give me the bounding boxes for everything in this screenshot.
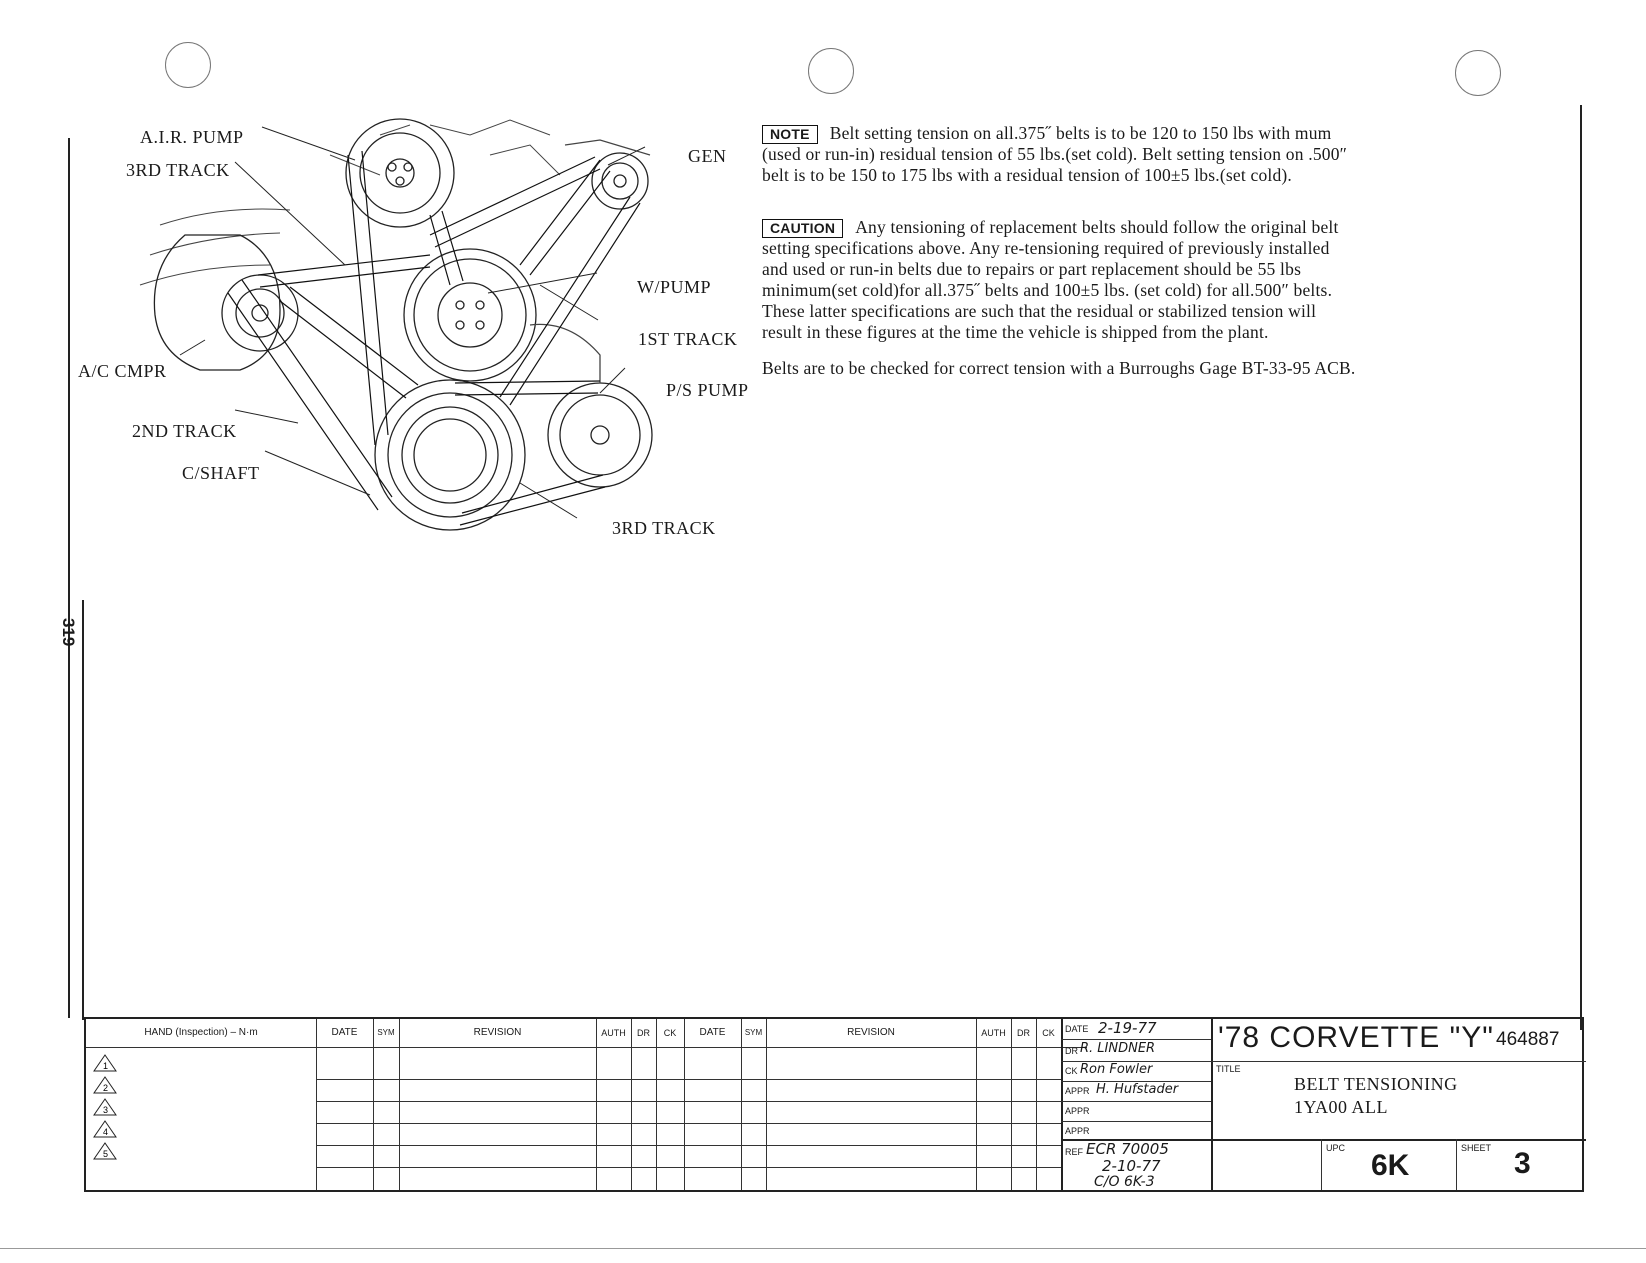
model-name: '78 CORVETTE "Y" — [1218, 1021, 1494, 1054]
col-dr-2: DR — [1017, 1028, 1030, 1038]
gage-note: Belts are to be checked for correct tension with a Burroughs Gage BT-33-95 ACB. — [762, 358, 1356, 378]
caution-line6: result in these figures at the time the vehicle is shipped from the plant. — [762, 322, 1269, 342]
note-block — [762, 123, 1572, 186]
col-auth-1: AUTH — [601, 1028, 626, 1038]
bottom-edge-line — [0, 1248, 1646, 1249]
upc-value: 6K — [1371, 1149, 1410, 1182]
ref-label: REF — [1065, 1147, 1083, 1157]
crankshaft-pulley-mid — [388, 393, 512, 517]
crankshaft-pulley-ring — [402, 407, 498, 503]
ck-value: Ron Fowler — [1080, 1062, 1153, 1077]
svg-text:4: 4 — [103, 1127, 109, 1137]
col-date-1: DATE — [331, 1027, 358, 1038]
belt-air-pump-to-crank — [348, 151, 388, 445]
sheet-label: SHEET — [1461, 1143, 1492, 1153]
dr-label: DR — [1065, 1046, 1078, 1056]
caution-line1: Any tensioning of replacement belts should follow the original belt — [855, 217, 1339, 237]
note-line2: (used or run-in) residual tension of 55 lbs.(set cold). Belt setting tension on .500″ — [762, 144, 1348, 164]
col-sym-2: SYM — [744, 1028, 763, 1037]
triangle-icon — [92, 1053, 118, 1073]
svg-text:5: 5 — [103, 1149, 109, 1159]
generator-pulley-outer — [592, 153, 648, 209]
generator-pulley-inner — [602, 163, 638, 199]
col-ck-2: CK — [1042, 1028, 1055, 1038]
triangle-icon — [92, 1097, 118, 1117]
frame-left-inner-border — [82, 600, 84, 1020]
appr-value: H. Hufstader — [1096, 1082, 1179, 1097]
title-line2: 1YA00 ALL — [1294, 1097, 1388, 1117]
rev-symbol-list — [92, 1053, 122, 1161]
leader-third-track-bottom — [520, 483, 577, 518]
label-third-track-top: 3RD TRACK — [126, 160, 230, 180]
label-air-pump: A.I.R. PUMP — [140, 127, 244, 147]
note-line1: Belt setting tension on all.375˝ belts is to be 120 to 150 lbs with mum — [829, 123, 1332, 143]
frame-left-border — [68, 138, 70, 1018]
generator-pulley-nut — [614, 175, 626, 187]
appr3-label: APPR — [1065, 1126, 1090, 1136]
col-auth-2: AUTH — [981, 1028, 1006, 1038]
appr-label: APPR — [1065, 1086, 1090, 1096]
appr2-label: APPR — [1065, 1106, 1090, 1116]
ps-pump-pulley-hub — [591, 426, 609, 444]
triangle-icon — [92, 1119, 118, 1139]
sheet-value: 3 — [1514, 1147, 1531, 1180]
leader-third-track-top — [235, 162, 345, 265]
leader-ps-pump — [600, 368, 625, 393]
title-label: TITLE — [1216, 1064, 1241, 1074]
hand-header: HAND (Inspection) – N·m — [144, 1027, 258, 1038]
label-third-track-bottom: 3RD TRACK — [612, 518, 716, 538]
label-w-pump: W/PUMP — [637, 277, 712, 297]
ac-compressor-pulley-hub — [252, 305, 268, 321]
ref-line2: 2-10-77 — [1102, 1157, 1161, 1175]
part-number: 464887 — [1496, 1029, 1560, 1050]
dr-value: R. LINDNER — [1080, 1041, 1156, 1056]
title-line1: BELT TENSIONING — [1294, 1074, 1458, 1094]
caution-line2: setting specifications above. Any re-tensioning required of previously installed — [762, 238, 1330, 258]
label-second-track: 2ND TRACK — [132, 421, 237, 441]
ref-line1: ECR 70005 — [1086, 1140, 1169, 1158]
leader-second-track — [235, 410, 298, 423]
col-revision-1: REVISION — [473, 1027, 522, 1038]
label-ac-cmpr: A/C CMPR — [78, 361, 167, 381]
label-c-shaft: C/SHAFT — [182, 463, 260, 483]
triangle-icon — [92, 1141, 118, 1161]
caution-tag: CAUTION — [762, 219, 843, 238]
caution-line4: minimum(set cold)for all.375˝ belts and 100±5 lbs. (set cold) for all.500″ belts. — [762, 280, 1333, 300]
col-date-2: DATE — [699, 1027, 726, 1038]
frame-right-border — [1580, 105, 1582, 1030]
ps-pump-pulley-inner — [560, 395, 640, 475]
ps-pump-pulley-outer — [548, 383, 652, 487]
label-ps-pump: P/S PUMP — [666, 380, 749, 400]
date-value: 2-19-77 — [1098, 1019, 1157, 1037]
col-ck-1: CK — [663, 1028, 677, 1038]
ref-line3: C/O 6K-3 — [1094, 1174, 1155, 1190]
svg-text:2: 2 — [103, 1083, 109, 1093]
crankshaft-pulley-hub — [414, 419, 486, 491]
date-label: DATE — [1065, 1024, 1089, 1034]
air-pump-pulley-mid — [360, 133, 440, 213]
leader-c-shaft — [265, 451, 370, 495]
note-tag: NOTE — [762, 125, 818, 144]
leader-gen — [608, 147, 645, 165]
punch-hole-right — [1455, 50, 1501, 96]
col-sym-1: SYM — [377, 1028, 395, 1037]
punch-hole-left — [165, 42, 211, 88]
label-first-track: 1ST TRACK — [638, 329, 738, 349]
air-pump-pulley-outer — [346, 119, 454, 227]
ac-compressor-body — [154, 235, 280, 370]
svg-text:1: 1 — [103, 1061, 109, 1071]
leader-air-pump — [262, 127, 355, 160]
leader-ac-cmpr — [180, 340, 205, 355]
ck-label: CK — [1065, 1066, 1078, 1076]
svg-text:3: 3 — [103, 1105, 109, 1115]
page-number: 319 — [59, 618, 78, 647]
crankshaft-pulley-outer — [375, 380, 525, 530]
col-revision-2: REVISION — [847, 1027, 895, 1038]
water-pump-pulley-outer — [404, 249, 536, 381]
label-gen: GEN — [688, 146, 727, 166]
leader-w-pump — [488, 273, 597, 293]
belt-wpump-to-gen — [520, 160, 610, 275]
water-pump-pulley-mid — [414, 259, 526, 371]
punch-hole-center — [808, 48, 854, 94]
col-dr-1: DR — [637, 1028, 650, 1038]
caution-block — [762, 217, 1572, 343]
caution-line3: and used or run-in belts due to repairs or part replacement should be 55 lbs — [762, 259, 1302, 279]
caution-line5: These latter specifications are such that the residual or stabilized tension will — [762, 301, 1317, 321]
triangle-icon — [92, 1075, 118, 1095]
upc-label: UPC — [1326, 1143, 1346, 1153]
title-block — [84, 1017, 1584, 1192]
note-line3: belt is to be 150 to 175 lbs with a residual tension of 100±5 lbs.(set cold). — [762, 165, 1293, 185]
